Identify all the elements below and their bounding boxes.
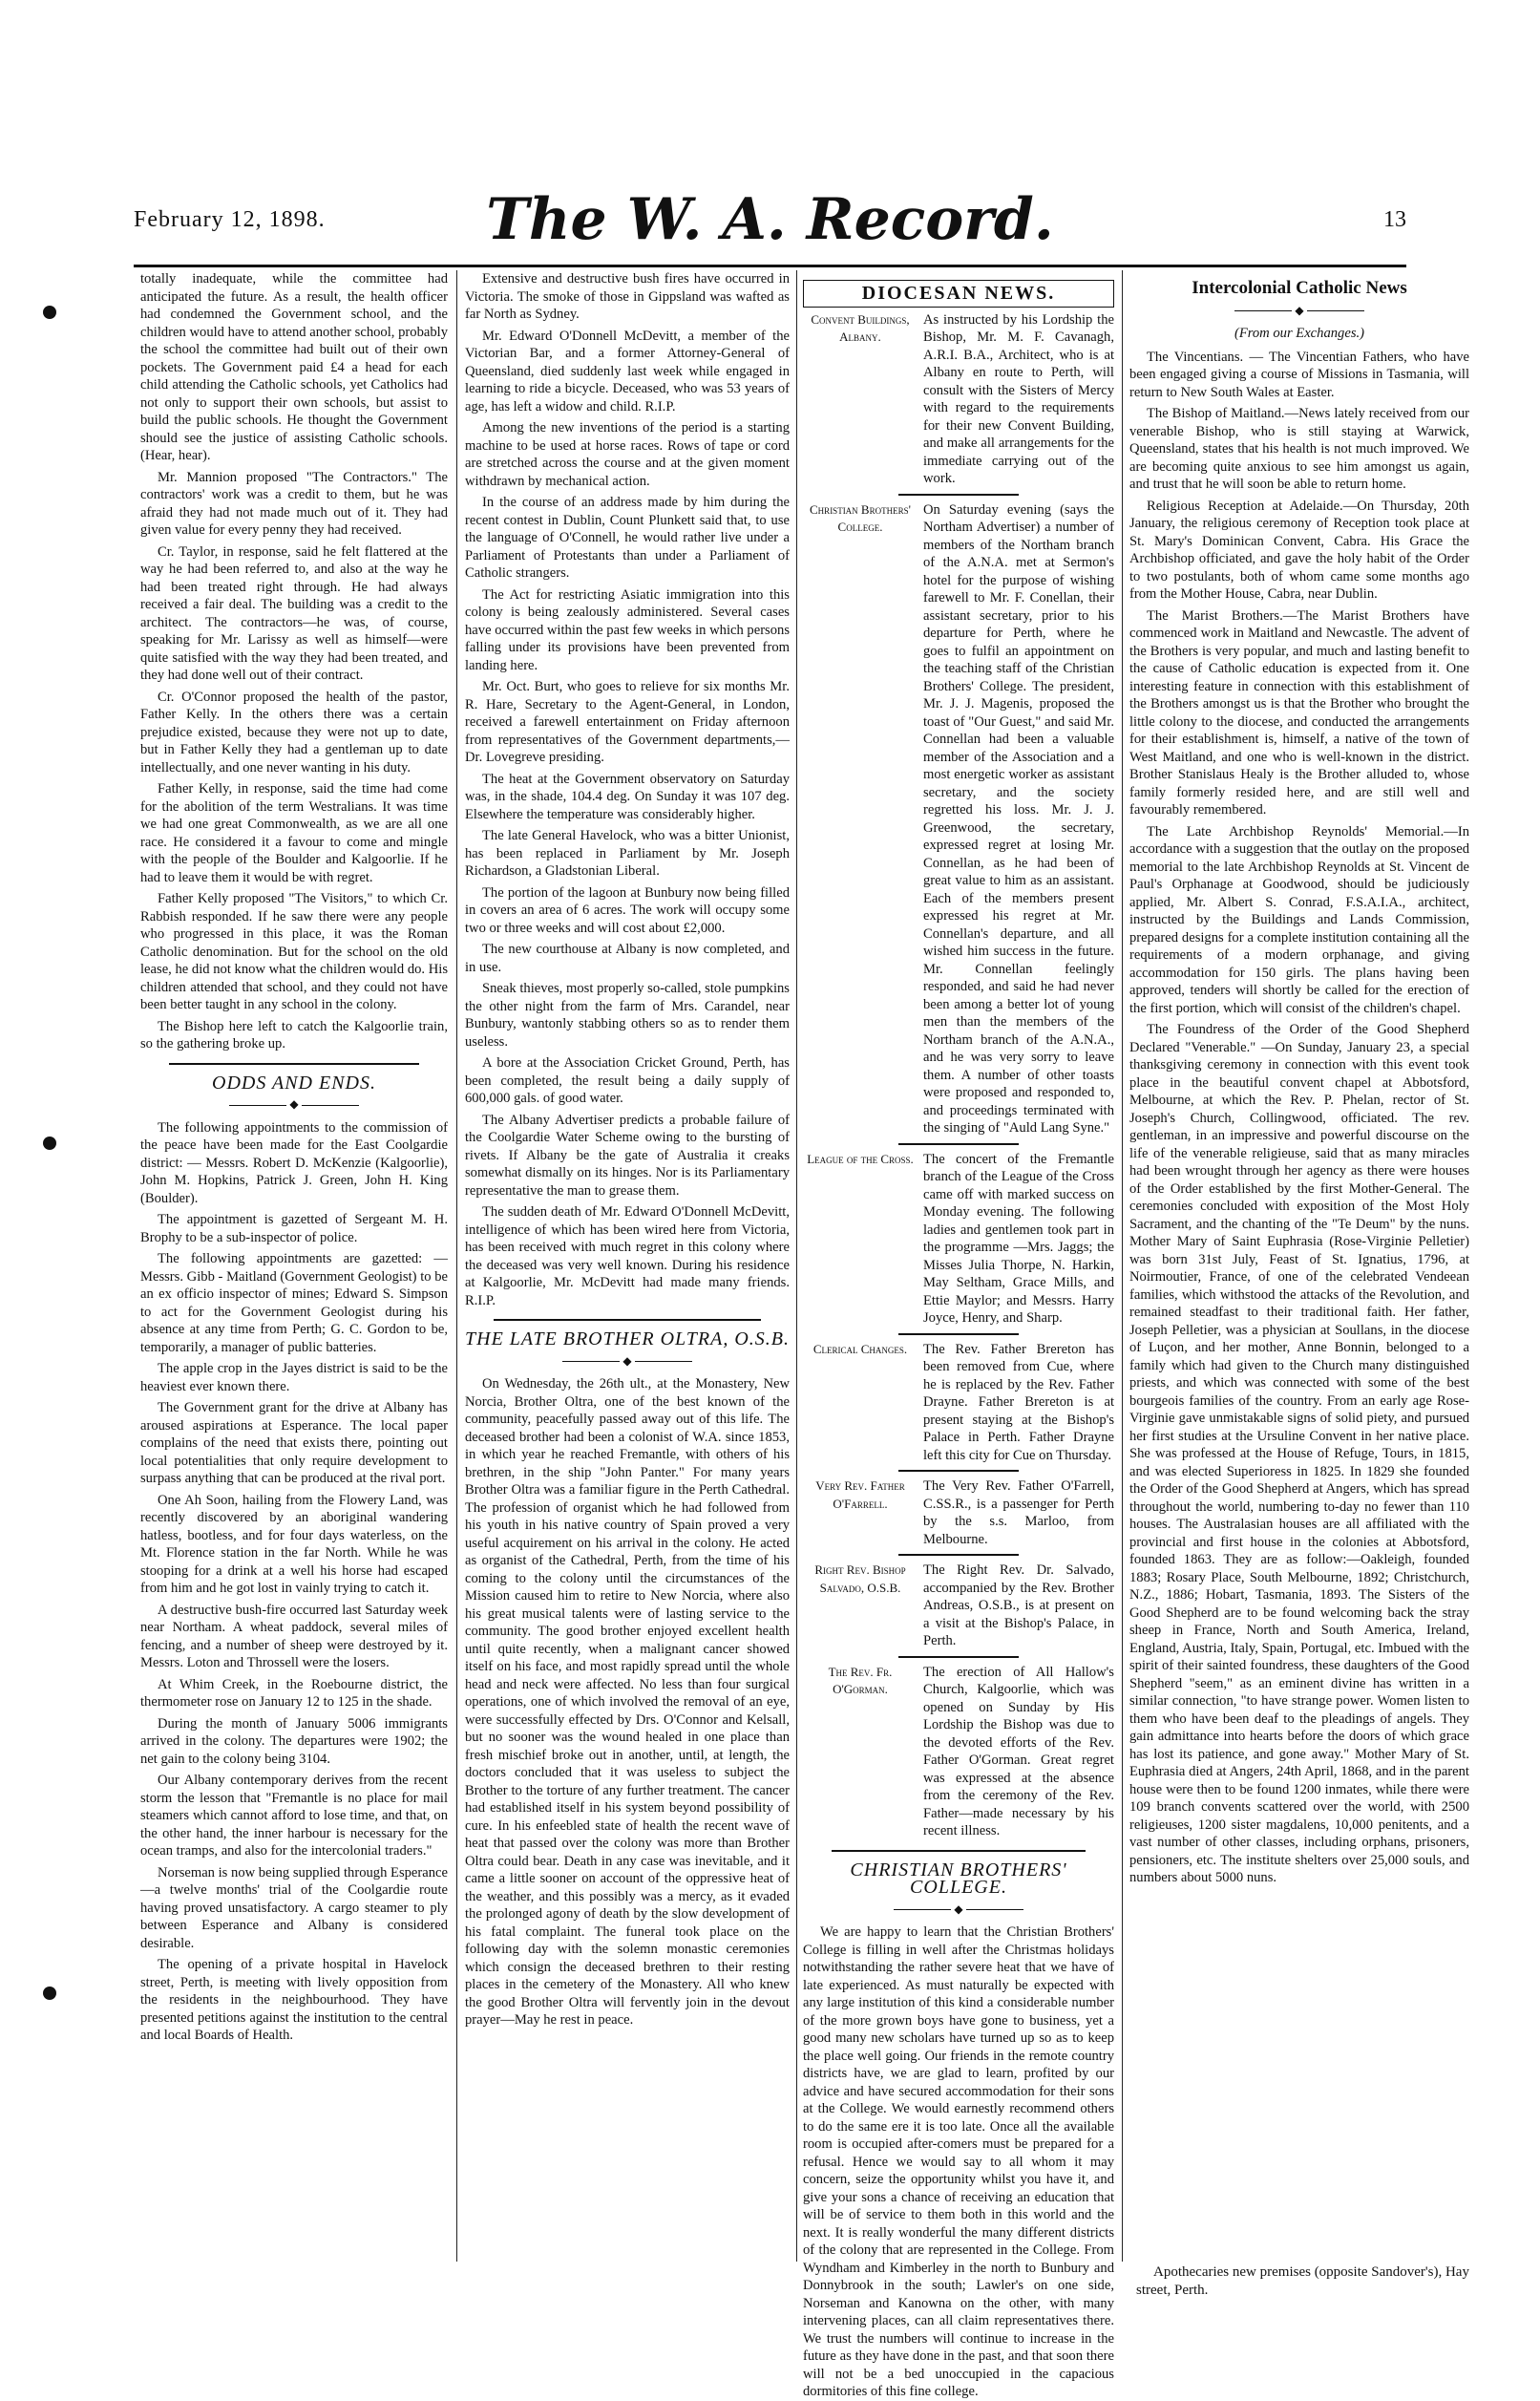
paragraph: The Rev. Father Brereton has been removed from Cue, where he is replaced by the Rev. Father Drayne. Father Brereton is at present staying at the Bishop's Palace in Perth. Father Drayne left this city for Cue on Thursday.: [923, 1341, 1114, 1463]
paragraph: The Foundress of the Order of the Good Shepherd Declared "Venerable." —On Sunday, January 23, a special thanksgiving ceremony in connection with this event took place in the beautiful convent chapel at Abbotsford, Melbourne, at which the Rev. P. Phelan, rector of St. Joseph's Church, Collingwood, officiated. The rev. gentleman, in an impressive and powerful discourse on the life of the venerable religieuse, said that as many miracles had been wrought through her agency as there were houses of the Order established by the first Mother-General. The ceremonies concluded with exposition of the Most Holy Sacrament, and the chanting of the "Te Deum" by the nuns. Mother Mary of Saint Euphrasia (Rose-Virginie Pelletier) was born 31st July, Feast of St. Ignatius, 1796, at Noirmoutier, France, of one of the celebrated Vendeean families, which withstood the attacks of the Revolution, and remained steadfast to their traditional faith. Her father, Joseph Pelletier, was a physician at Soullans, in the diocese of Luçon, and her mother, Anne Bonnin, belonged to a family which had given to the Church many distinguished priests, and which was connected with some of the best bourgeois families of the country. From an early age Rose-Virginie gave unmistakable signs of solid piety, and pursued her first studies at the Ursuline Convent in her native place. She was professed at the House of Refuge, Tours, in 1815, and was elected Superioress in 1825. In 1829 she founded the Order of the Good Shepherd at Angers, which has spread throughout the world, numbering to-day no fewer than 110 houses. The Australasian houses are all affiliated with the provincial and first house in the colonies at Abbotsford, founded 1863. They are as follow:—Oakleigh, founded 1883; Rosary Place, South Melbourne, 1892; Christchurch, N.Z., 1886; Hobart, Tasmania, 1893. The Sisters of the Good Shepherd are to be found welcoming back the stray sheep in France, North and South America, Ireland, England, Austria, Italy, Spain, Portugal, etc. Imbued with the spirit of their sainted foundress, these daughters of the Good Shepherd "seem," as an eminent divine has written in a similar connection, "to have strange power. Women listen to them who have been deaf to the pleadings of angels. They gain admittance into hearts before the doors of which grace has lost its patience, and gone away." Mother Mary of St. Euphrasia died at Angers, 24th April, 1868, and in the parent house were then to be found 1200 inmates, while there were 109 branch convents scattered over the world, with 2500 religieuses, 1200 sister magdalens, 10,000 penitents, and a vast number of other classes, including orphans, prisoners, pensioners, etc. The institute shelters over 25,000 souls, and numbers about 5000 nuns.: [1129, 1022, 1469, 1885]
paragraph: The Marist Brothers.—The Marist Brothers have commenced work in Maitland and Newcastle. The advent of the Brothers is very popular, and much and lasting benefit to the cause of Catholic education is expected from it. One interesting feature in connection with this establishment of the Brothers amongst us is that the Brother who brought the little colony to the diocese, and conducted the arrangements for their establishment is, himself, a native of the town of West Maitland, and one who is well-known in the district. Brother Stanislaus Healy is the Brother alluded to, whose family formerly resided here, and are still well and favourably remembered.: [1129, 607, 1469, 818]
paragraph: The new courthouse at Albany is now completed, and in use.: [465, 942, 790, 975]
margin-mark: [43, 306, 56, 319]
column-4: [1129, 270, 1469, 2257]
paragraph: We are happy to learn that the Christian Brothers' College is filling in well after the Christmas holidays notwithstanding the rather severe heat that we have of late experienced. As must naturally be expected with any large institution of this kind a considerable number of the more grown boys have gone to business, yet a good many new scholars have turned up so as to keep the place well going. Our friends in the remote country districts have, we are glad to learn, profited by our advice and have secured accommodation for their sons at the College. We would earnestly recommend others to do the same ere it is too late. Once all the available room is occupied after-comers must be prepared for a refusal. Hence we would say to all whom it may concern, seize the opportunity whilst you have it, and give your sons a chance of receiving an education that will be of service to them both in this world and the next. It is really wonderful the many different districts of the colony that are represented in the College. From Wyndham and Kimberley in the north to Bunbury and Donnybrook in the south; Lawler's on one side, Norseman and Kanowna on the other, with many intervening places, can all claim representatives there. We trust the numbers will continue to increase in the future as they have done in the past, and that soon there will not be a bed unoccupied in the capacious dormitories of this fine college.: [803, 1924, 1114, 2399]
column-rule: [456, 270, 457, 2262]
paragraph: Religious Reception at Adelaide.—On Thursday, 20th January, the religious ceremony of Reception took place at St. Mary's Dominican Convent, Cabra. His Grace the Archbishop officiated, and gave the holy habit of the Order to two postulants, both of whom came some months ago from the Mother House, Cabra, near Dublin.: [1129, 498, 1469, 602]
paragraph: The Vincentians. — The Vincentian Fathers, who have been engaged giving a course of Missions in Tasmania, will return to New South Wales at Easter.: [1129, 349, 1469, 400]
paragraph: Among the new inventions of the period is a starting machine to be used at horse races. Rows of tape or cord are stretched across the course and at the given moment withdrawn by mechanical action.: [465, 420, 790, 489]
paragraph: Cr. Taylor, in response, said he felt flattered at the way he had been referred to, and also at the way he had been treated right through. He had always received a fair deal. The building was a credit to the architect. The contractors—he was, of course, speaking for Mr. Larissy as well as himself—were quite satisfied with the way they had been treated, and they had done well out of their contract.: [140, 543, 448, 683]
paragraph: At Whim Creek, in the Roebourne district, the thermometer rose on January 12 to 125 in the shade.: [140, 1676, 448, 1710]
sidehead: Very Rev. Father O'Farrell.: [815, 1478, 905, 1511]
paragraph: The following appointments to the commission of the peace have been made for the East Coolgardie district: — Messrs. Robert D. McKenzie (Kalgoorlie), John M. Hopkins, Patrick J. Green, John H. King (Boulder).: [140, 1119, 448, 1206]
section-heading-late-brother-oltra: THE LATE BROTHER OLTRA, O.S.B.: [465, 1328, 790, 1349]
paragraph: Sneak thieves, most properly so-called, stole pumpkins the other night from the farm of Mrs. Carandel, near Bunbury, wantonly stabbing others so as to render them useless.: [465, 981, 790, 1050]
paragraph: The erection of All Hallow's Church, Kalgoorlie, which was opened on Sunday by His Lordship the Bishop was due to the devoted efforts of the Rev. Father O'Gorman. Great regret was expressed at the absence from the ceremony of the Rev. Father—made necessary by his recent illness.: [923, 1664, 1114, 1838]
paragraph: As instructed by his Lordship the Bishop, Mr. M. F. Cavanagh, A.R.I. B.A., Architect, who is at Albany en route to Perth, will consult with the Sisters of Mercy with regard to the requirements for their new Convent Building, and make all arrangements for the immediate carrying out of the work.: [923, 311, 1114, 486]
masthead: [134, 186, 1406, 263]
paragraph: On Saturday evening (says the Northam Advertiser) a number of members of the Northam branch of the A.N.A. met at Sermon's hotel for the purpose of wishing farewell to Mr. F. Conellan, their assistant secretary, prior to his departure for Perth, where he goes to fulfil an appointment on the teaching staff of the Christian Brothers' College. The president, Mr. J. J. Magenis, proposed the toast of "Our Guest," and said Mr. Connellan had been a valuable member of the Association and a most energetic worker as assistant secretary, and the society regretted his loss. Mr. J. J. Greenwood, the secretary, expressed regret at losing Mr. Connellan, as he had been of great value to him as an assistant. Each of the members present expressed his regret at Mr. Connellan's departure, and all wished him success in the future. Mr. Connellan feelingly responded, and said he had never been among a better lot of young men than the members of the Northam branch of the A.N.A., and he was very sorry to leave them. A number of other toasts were proposed and responded to, and proceedings terminated with the singing of "Auld Lang Syne.": [923, 501, 1114, 1136]
paragraph: The Bishop of Maitland.—News lately received from our venerable Bishop, who is still staying at Warwick, Queensland, states that his health is not much improved. We are becoming quite anxious to see him amongst us again, and trust that he will soon be able to return home.: [1129, 406, 1469, 492]
paragraph: Extensive and destructive bush fires have occurred in Victoria. The smoke of those in Gippsland was wafted as far North as Sydney.: [465, 271, 790, 322]
issue-date: February 12, 1898.: [134, 207, 326, 232]
paragraph: Norseman is now being supplied through Esperance—a twelve months' trial of the Coolgardie route having proved unsatisfactory. A cargo steamer to ply between Esperance and Albany is considered desirable.: [140, 1864, 448, 1951]
paragraph: A destructive bush-fire occurred last Saturday week near Northam. A wheat paddock, several miles of fencing, and a number of sheep were destroyed by it. Messrs. Loton and Throssell were the losers.: [140, 1602, 448, 1670]
paragraph: On Wednesday, the 26th ult., at the Monastery, New Norcia, Brother Oltra, one of the best known of the community, peacefully passed away out of this life. The deceased brother had been a colonist of W.A. since 1853, in which year he reached Fremantle, with others of his brethren, in the ship "John Panter." For many years Brother Oltra was a familiar figure in the Perth Cathedral. The profession of organist which he had followed from his youth in his native country of Spain proved a very useful acquirement on his arrival in the colony. He acted as organist of the Cathedral, Perth, from the time of his coming to the colony until the circumstances of the Mission caused him to retire to New Norcia, where also his great musical talents were of lasting service to the community. The good brother enjoyed excellent health until quite recently, when a malignant cancer showed itself on his face, and most rapidly spread until the whole head and neck were affected. No less than four surgical operations, one of which involved the removal of an eye, were successfully effected by Drs. O'Connor and Kelsall, but no sooner was the wound healed in one place than fresh mischief broke out in another, until, at length, the doctors concluded that it was useless to subject the Brother to the torture of any further treatment. The cancer had established itself in his system beyond possibility of cure. In his enfeebled state of health the recent wave of heat that passed over the colony was more than Brother Oltra could bear. Death in any case was inevitable, and it came a little sooner on account of the oppressive heat of the weather, and this possibly was a mercy, as it evaded the prolonged agony of death by the slow development of his fatal complaint. The funeral took place on the following day with the solemn monastic ceremonies which consign the deceased brethren to their resting places in the cemetery of the Monastery. All who knew the good Brother Oltra will fervently join in the devout prayer—May he rest in peace.: [465, 1376, 790, 2028]
item-rule: [898, 1656, 1019, 1658]
paragraph: Mr. Edward O'Donnell McDevitt, a member of the Victorian Bar, and a former Attorney-General of Queensland, died suddenly last week while engaged in learning to ride a bicycle. Deceased, who was 53 years of age, has left a widow and child. R.I.P.: [465, 328, 790, 414]
news-item: [803, 1664, 1114, 1840]
sidehead: League of the Cross.: [807, 1151, 914, 1166]
advertisement-line: Apothecaries new premises (opposite Sandover's), Hay street, Perth.: [1136, 2264, 1469, 2298]
section-heading-christian-brothers-college: CHRISTIAN BROTHERS' COLLEGE.: [850, 1859, 1067, 1898]
paragraph: The apple crop in the Jayes district is said to be the heaviest ever known there.: [140, 1361, 448, 1394]
paragraph: The Act for restricting Asiatic immigration into this colony is being zealously administered. Several cases have occurred within the past few weeks in which persons falling under its provisions have been prevented from landing here.: [465, 586, 791, 673]
news-item: [803, 311, 1114, 488]
item-rule: [898, 494, 1019, 496]
ornament: ◆: [465, 1352, 790, 1370]
ornament: ◆: [1129, 302, 1469, 320]
item-rule: [898, 1470, 1019, 1472]
section-heading-odds-and-ends: ODDS AND ENDS.: [212, 1072, 376, 1094]
column-rule: [1122, 270, 1123, 2262]
paragraph: The Right Rev. Dr. Salvado, accompanied by the Rev. Brother Andreas, O.S.B., is at present on a visit at the Bishop's Palace, in Perth.: [923, 1562, 1114, 1648]
paragraph: One Ah Soon, hailing from the Flowery Land, was recently discovered by an aboriginal wandering hatless, bootless, and for four days waterless, on the Mt. Florence station in the far North. While he was stooping for a drink at a well his horse had escaped from him and he got lost in vainly trying to catch it.: [140, 1492, 448, 1596]
paragraph: The Late Archbishop Reynolds' Memorial.—In accordance with a suggestion that the outlay on the proposed memorial to the late Archbishop Reynolds at St. Vincent de Paul's Orphanage at Goodwood, should be judiciously applied, Mr. Albert S. Conrad, F.S.A.I.A., architect, instructed by the Buildings and Lands Commission, prepared designs for a complete institution containing all the requirements of a modern orphanage, and giving accommodation for 150 girls. The plans having been approved, tenders will shortly be called for the erection of the first portion, which will consist of the children's chapel.: [1129, 823, 1469, 1016]
margin-mark: [43, 1987, 56, 2000]
paragraph: During the month of January 5006 immigrants arrived in the colony. The departures were 1902; the net gain to the colony being 3104.: [140, 1715, 448, 1767]
column-rule: [796, 270, 797, 2262]
section-rule: [169, 1063, 419, 1065]
news-item: [803, 1341, 1114, 1465]
paragraph: The following appointments are gazetted: —Messrs. Gibb - Maitland (Government Geologist) to be an ex officio inspector of mines; Edward S. Simpson to act for the Government Geologist during his absence at any time from Perth; G. C. Gordon to be, temporarily, a manager of public batteries.: [140, 1251, 448, 1355]
sidehead: Christian Brothers' College.: [810, 501, 911, 534]
news-item: [803, 1562, 1114, 1650]
news-item: [803, 501, 1114, 1137]
paragraph: The concert of the Fremantle branch of the League of the Cross came off with marked success on Monday evening. The following ladies and gentlemen took part in the programme —Mrs. Jaggs; the Misses Julia Thorpe, N. Harkin, May Seltham, Grace Mills, and Ettie Maylor; and Messrs. Harry Joyce, Henry, and Sharp.: [923, 1151, 1114, 1326]
item-rule: [898, 1143, 1019, 1145]
paragraph: A bore at the Association Cricket Ground, Perth, has been completed, the result being a daily supply of 600,000 gals. of good water.: [465, 1055, 790, 1106]
item-rule: [898, 1333, 1019, 1335]
paragraph: totally inadequate, while the committee had anticipated the future. As a result, the health officer had condemned the Government school, and the children would have to attend another school, probably the school the committee had built out of their own pockets. The Government paid £4 a head for each child attending the Catholic schools, yet Catholics had not only to support their own schools, but assist to build the public schools. He thought the Government should see the justice of assisting Catholic schools. (Hear, hear).: [140, 271, 448, 463]
news-item: [803, 1477, 1114, 1548]
news-item: [803, 1151, 1114, 1328]
masthead-rule: [134, 265, 1406, 267]
paragraph: The Very Rev. Father O'Farrell, C.SS.R., is a passenger for Perth by the s.s. Marloo, from Melbourne.: [923, 1478, 1114, 1547]
paragraph: Mr. Mannion proposed "The Contractors." The contractors' work was a credit to them, but he was afraid they had not made much out of it. They had given value for every penny they had received.: [140, 469, 448, 538]
paragraph: In the course of an address made by him during the recent contest in Dublin, Count Plunkett said that, to use the language of O'Connell, he would rather live under a Parliament of Protestants than under a Parliament of Catholic strangers.: [465, 495, 790, 581]
paragraph: The Albany Advertiser predicts a probable failure of the Coolgardie Water Scheme owing to the bursting of rivets. If Albany be the gate of Australia it creaks somewhat dismally on its hinges. Nor is its Parliamentary representative the man to grease them.: [465, 1112, 790, 1199]
ornament: ◆: [140, 1095, 448, 1114]
paragraph: The sudden death of Mr. Edward O'Donnell McDevitt, intelligence of which has been wired here from Victoria, has been received with much regret in this colony where the deceased was very well known. During his residence at Kalgoorlie, Mr. McDevitt had made many friends. R.I.P.: [465, 1204, 790, 1308]
column-3: [803, 270, 1114, 2399]
sidehead: The Rev. Fr. O'Gorman.: [828, 1664, 893, 1696]
newspaper-title: The W. A. Record.: [486, 186, 1054, 253]
column-1: [140, 270, 448, 2262]
paragraph: The appointment is gazetted of Sergeant M. H. Brophy to be a sub-inspector of police.: [140, 1212, 448, 1245]
item-rule: [898, 1554, 1019, 1556]
paragraph: The heat at the Government observatory on Saturday was, in the shade, 104.4 deg. On Sunday it was 107 deg. Elsewhere the temperature was considerably higher.: [465, 771, 790, 822]
ornament: ◆: [803, 1901, 1114, 1919]
paragraph: Our Albany contemporary derives from the recent storm the lesson that "Fremantle is no place for mail steamers which cannot afford to lose time, and that, on the other hand, the inner harbour is necessary for the ocean tramps, and also for the intercolonial traders.": [140, 1773, 448, 1859]
paragraph: Cr. O'Connor proposed the health of the pastor, Father Kelly. In the others there was a certain prejudice existed, because they were not up to date, but in Father Kelly they had a gentleman up to date intellectually, and one never wanting in his duty.: [140, 689, 448, 776]
sidehead: Clerical Changes.: [812, 1341, 908, 1356]
paragraph: The portion of the lagoon at Bunbury now being filled in covers an area of 6 acres. The work will occupy some two or three weeks and will cost about £2,000.: [465, 884, 790, 936]
sidehead: Convent Buildings, Albany.: [811, 311, 910, 344]
sidehead: Right Rev. Bishop Salvado, O.S.B.: [814, 1562, 906, 1595]
paragraph: The opening of a private hospital in Havelock street, Perth, is meeting with lively opposition from the residents in the neighbourhood. They have presented petitions against the institution to the central and local Boards of Health.: [140, 1957, 448, 2043]
section-rule: [832, 1850, 1086, 1852]
section-rule: [494, 1319, 761, 1321]
subheading: (From our Exchanges.): [1234, 326, 1365, 341]
paragraph: Mr. Oct. Burt, who goes to relieve for six months Mr. R. Hare, Secretary to the Agent-General, in London, received a farewell entertainment on Friday afternoon from representatives of the Government departments,—Dr. Lovegreve presiding.: [465, 679, 790, 765]
paragraph: Father Kelly, in response, said the time had come for the abolition of the term Westralians. It was time we had one great Commonwealth, as we are all one race. He considered it a favour to come and mingle with the people of the Boulder and Kalgoorlie. If he had to leave them it would be with regret.: [140, 781, 448, 885]
paragraph: Father Kelly proposed "The Visitors," to which Cr. Rabbish responded. If he saw there were any people who progressed in this place, it was the Roman Catholic denomination. But for the school on the old lease, he did not know what the children would do. His children attended that school, and they could not have been better taught in any school in the colony.: [140, 891, 448, 1012]
paragraph: The Government grant for the drive at Albany has aroused aspirations at Esperance. The local paper complains of the need that exists there, pointing out local potentialities that only require development to surpass anything that can be produced at the rival port.: [140, 1400, 448, 1486]
column-2: [465, 270, 790, 2262]
section-heading-diocesan-news: DIOCESAN NEWS.: [803, 280, 1114, 308]
paragraph: The Bishop here left to catch the Kalgoorlie train, so the gathering broke up.: [140, 1018, 448, 1052]
section-heading-intercolonial-news: Intercolonial Catholic News: [1192, 278, 1407, 298]
page-number: 13: [1383, 207, 1406, 232]
margin-mark: [43, 1137, 56, 1150]
paragraph: The late General Havelock, who was a bitter Unionist, has been replaced in Parliament by Mr. Joseph Richardson, a Gladstonian Liberal.: [465, 828, 790, 879]
